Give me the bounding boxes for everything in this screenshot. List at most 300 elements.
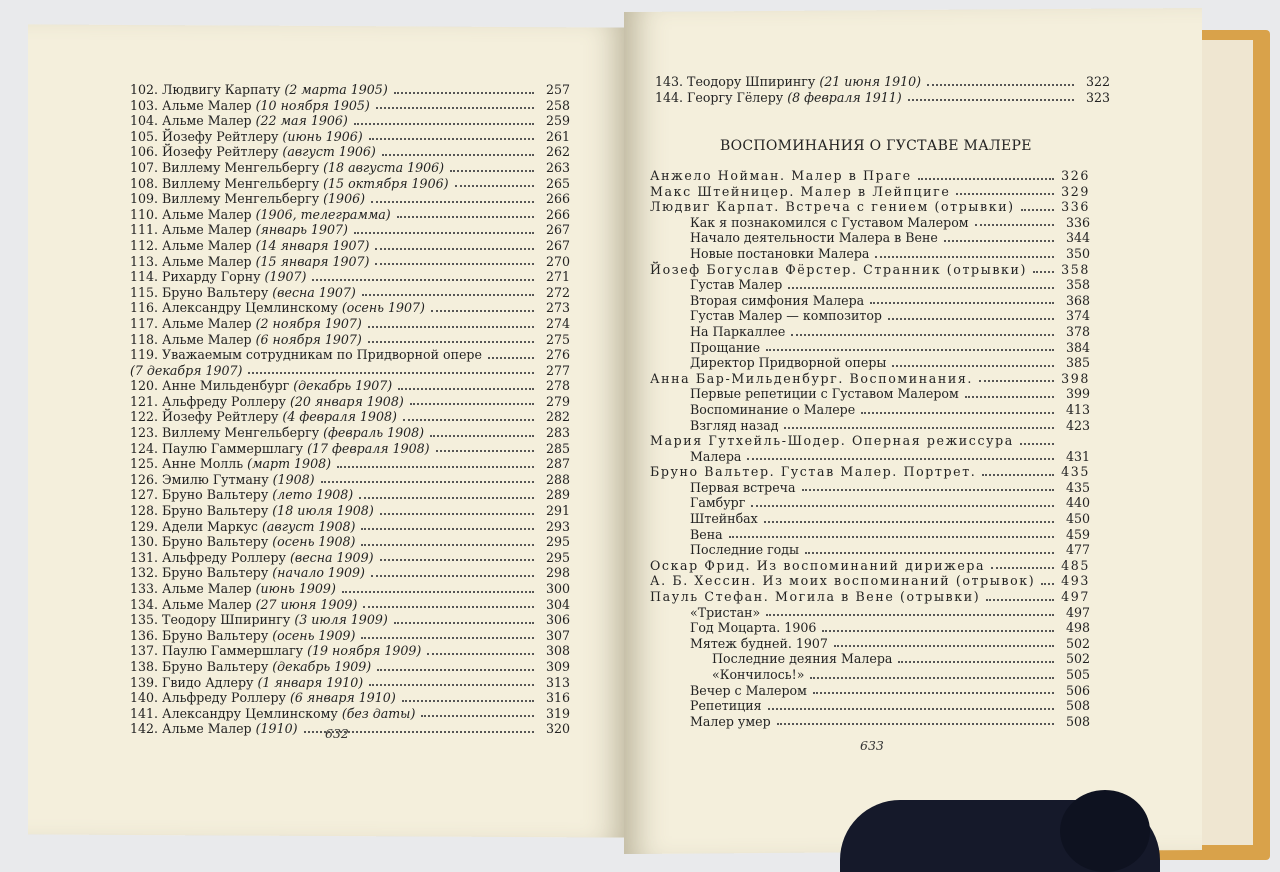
entry-page-number: 304	[545, 596, 570, 612]
dot-leader	[777, 723, 1054, 725]
dot-leader	[450, 170, 534, 172]
entry-page-number: 493	[1061, 573, 1090, 589]
entry-text: Густав Малер — композитор	[690, 308, 882, 324]
entry-text: Репетиция	[690, 698, 762, 714]
toc-entry	[130, 581, 570, 597]
entry-page-number: 257	[545, 82, 570, 97]
entry-page-number: 261	[545, 128, 570, 144]
entry-text: 138. Бруно Вальтеру	[130, 658, 273, 674]
toc-entry	[650, 293, 1090, 309]
entry-title	[130, 690, 396, 706]
entry-title	[690, 683, 807, 699]
dot-leader	[354, 123, 534, 125]
entry-date: (1907)	[264, 269, 307, 285]
entry-title	[130, 269, 306, 285]
entry-title	[130, 659, 371, 675]
dot-leader	[791, 334, 1054, 336]
entry-title	[690, 293, 864, 309]
entry-text: Мятеж будней. 1907	[690, 635, 828, 651]
entry-page-number: 336	[1061, 199, 1090, 215]
entry-title	[130, 628, 355, 644]
entry-page-number: 435	[1061, 464, 1090, 480]
toc-entry	[650, 589, 1090, 605]
entry-page-number: 258	[545, 97, 570, 113]
entry-date: (весна 1909)	[289, 549, 374, 565]
entry-page-number: 262	[545, 144, 570, 160]
dot-leader	[1020, 443, 1054, 445]
entry-date: (август 1906)	[282, 144, 376, 160]
entry-text: Анжело Нойман. Малер в Праге	[650, 168, 912, 183]
entry-title	[130, 176, 449, 192]
entry-text: 143. Теодору Шпирингу	[655, 74, 820, 89]
entry-text: 133. Альме Малер	[130, 581, 256, 596]
toc-entry	[130, 503, 570, 519]
entry-page-number: 506	[1065, 682, 1090, 698]
section-heading: ВОСПОМИНАНИЯ О ГУСТАВЕ МАЛЕРЕ	[720, 138, 1032, 154]
entry-date: (18 августа 1906)	[323, 159, 445, 175]
entry-text: 110. Альме Малер	[130, 206, 256, 222]
dot-leader	[918, 178, 1054, 180]
entry-page-number: 274	[545, 315, 570, 331]
toc-entry	[650, 215, 1090, 231]
entry-text: 129. Адели Маркус	[130, 518, 262, 534]
toc-entry	[130, 425, 570, 441]
toc-entry	[650, 355, 1090, 371]
entry-date: (15 января 1907)	[255, 253, 370, 269]
entry-date: (19 ноября 1909)	[307, 643, 422, 659]
entry-title	[690, 542, 799, 558]
entry-title	[130, 487, 353, 503]
entry-page-number: 266	[545, 206, 570, 222]
toc-entry	[130, 690, 570, 706]
entry-text: 109. Виллему Менгельбергу	[130, 191, 324, 207]
dot-leader	[892, 365, 1054, 367]
entry-page-number: 398	[1061, 370, 1090, 386]
entry-page-number: 287	[545, 456, 570, 472]
entry-date: (6 января 1910)	[289, 690, 396, 706]
entry-page-number: 270	[545, 253, 570, 269]
toc-entry	[650, 558, 1090, 574]
toc-entry	[130, 456, 570, 472]
toc-entry	[130, 706, 570, 722]
entry-title	[130, 472, 315, 488]
entry-title	[690, 511, 758, 527]
dot-leader	[375, 263, 534, 265]
entry-page-number: 300	[545, 581, 570, 596]
entry-page-number: 320	[545, 721, 570, 737]
entry-page-number: 505	[1065, 667, 1090, 682]
dot-leader	[766, 349, 1054, 351]
dot-leader	[361, 528, 534, 530]
toc-entry	[130, 113, 570, 129]
entry-title	[130, 332, 362, 348]
entry-page-number: 322	[1085, 74, 1110, 89]
toc-entry	[650, 324, 1090, 340]
entry-text: Последние деяния Малера	[712, 651, 893, 667]
entry-page-number: 276	[545, 347, 570, 363]
entry-title	[130, 160, 444, 176]
dot-leader	[369, 684, 534, 686]
toc-entry	[650, 199, 1090, 215]
toc-entry	[650, 246, 1090, 262]
entry-date: (18 июля 1908)	[272, 503, 374, 519]
toc-entry	[130, 378, 570, 394]
toc-entry	[130, 160, 570, 176]
entry-date: (осень 1909)	[272, 627, 356, 643]
dot-leader	[371, 575, 534, 577]
entry-title	[130, 285, 356, 301]
entry-text: Малера	[690, 448, 742, 464]
dot-leader	[975, 224, 1054, 226]
dot-leader	[397, 216, 534, 218]
toc-entry	[130, 207, 570, 223]
entry-title	[690, 698, 762, 714]
entry-date: (декабрь 1909)	[272, 658, 372, 674]
entry-title	[690, 386, 959, 402]
dot-leader	[1033, 271, 1054, 273]
entry-title	[130, 347, 482, 363]
entry-page-number: 440	[1065, 495, 1090, 511]
dot-leader	[747, 458, 1054, 460]
dot-leader	[376, 107, 534, 109]
entry-text: Малер умер	[690, 713, 771, 729]
entry-page-number: 508	[1065, 713, 1090, 729]
dot-leader	[369, 138, 534, 140]
entry-page-number: 266	[545, 191, 570, 207]
entry-title	[130, 129, 363, 145]
entry-page-number: 289	[545, 487, 570, 503]
entry-text: 126. Эмилю Гутману	[130, 471, 273, 487]
dot-leader	[421, 715, 534, 717]
entry-title	[130, 98, 370, 114]
toc-entry	[130, 394, 570, 410]
entry-text: Воспоминание о Малере	[690, 401, 856, 417]
entry-title	[130, 456, 331, 472]
entry-date: (осень 1908)	[272, 534, 356, 550]
entry-text: Макс Штейницер. Малер в Лейпциге	[650, 183, 951, 199]
entry-date: (июнь 1909)	[255, 581, 336, 596]
entry-title	[130, 300, 425, 316]
entry-text: Прощание	[690, 339, 761, 355]
entry-page-number: 273	[545, 300, 570, 316]
toc-entry	[130, 238, 570, 254]
entry-page-number: 295	[545, 534, 570, 550]
entry-page-number: 435	[1065, 479, 1090, 495]
entry-title	[690, 355, 886, 371]
entry-title	[690, 402, 855, 418]
entry-title	[690, 215, 969, 231]
dot-leader	[377, 669, 534, 671]
entry-page-number: 285	[545, 440, 570, 456]
entry-date: (2 ноября 1907)	[255, 315, 362, 331]
dot-leader	[810, 677, 1054, 679]
entry-text: «Кончилось!»	[712, 667, 805, 682]
entry-text: Анна Бар-Мильденбург. Воспоминания.	[650, 370, 974, 386]
entry-page-number: 267	[545, 237, 570, 253]
entry-page-number: 295	[545, 549, 570, 565]
right-top-entries	[655, 74, 1110, 105]
entry-page-number: 336	[1065, 214, 1090, 230]
toc-entry	[130, 659, 570, 675]
entry-date: (осень 1907)	[341, 300, 425, 316]
entry-page-number: 477	[1065, 542, 1090, 558]
entry-text: 115. Бруно Вальтеру	[130, 284, 273, 300]
entry-text: 125. Анне Молль	[130, 456, 248, 472]
toc-entry	[650, 308, 1090, 324]
entry-page-number: 344	[1065, 230, 1090, 246]
entry-title	[130, 238, 369, 254]
entry-title	[690, 636, 828, 652]
entry-title	[690, 340, 760, 356]
dot-leader	[362, 294, 534, 296]
entry-text: 144. Георгу Гёлеру	[655, 89, 788, 105]
entry-page-number: 502	[1065, 635, 1090, 651]
entry-text: 137. Паулю Гаммершлагу	[130, 643, 308, 659]
entry-text: 102. Людвигу Карпату	[130, 82, 285, 97]
toc-entry	[655, 74, 1110, 90]
dot-leader	[375, 248, 534, 250]
entry-page-number: 326	[1061, 168, 1090, 183]
toc-entry	[650, 495, 1090, 511]
toc-entry	[130, 487, 570, 503]
entry-title	[130, 222, 348, 238]
entry-title	[650, 184, 950, 200]
entry-text: Мария Гутхейль-Шодер. Оперная режиссура	[650, 433, 1014, 449]
entry-page-number: 282	[545, 409, 570, 425]
entry-title	[650, 199, 1015, 215]
entry-date: (1906, телеграмма)	[255, 206, 391, 222]
entry-title	[690, 495, 745, 511]
entry-title	[650, 573, 1035, 589]
entry-page-number: 423	[1065, 417, 1090, 433]
toc-entry	[650, 168, 1090, 184]
entry-text: 114. Рихарду Горну	[130, 269, 265, 285]
entry-title	[650, 371, 973, 387]
entry-text: Последние годы	[690, 542, 800, 558]
entry-text: На Паркаллее	[690, 323, 786, 339]
toc-entry	[130, 409, 570, 425]
toc-entry	[650, 418, 1090, 434]
entry-page-number: 497	[1065, 604, 1090, 620]
toc-entry	[650, 480, 1090, 496]
entry-text: Как я познакомился с Густавом Малером	[690, 214, 969, 230]
entry-page-number: 306	[545, 612, 570, 628]
entry-title	[130, 144, 376, 160]
dot-leader	[805, 552, 1054, 554]
entry-title	[690, 418, 778, 434]
entry-title	[690, 308, 882, 324]
toc-entry	[130, 675, 570, 691]
entry-text: 130. Бруно Вальтеру	[130, 534, 273, 550]
entry-page-number: 378	[1065, 323, 1090, 339]
toc-entry	[650, 714, 1090, 730]
entry-title	[130, 565, 365, 581]
toc-entry	[650, 340, 1090, 356]
right-table-of-contents	[650, 168, 1090, 729]
toc-entry	[650, 262, 1090, 278]
entry-text: Вена	[690, 526, 723, 542]
dot-leader	[427, 653, 534, 655]
entry-page-number: 313	[545, 674, 570, 690]
dot-leader	[394, 622, 534, 624]
dot-leader	[888, 318, 1054, 320]
entry-text: А. Б. Хессин. Из моих воспоминаний (отрывок)	[650, 573, 1036, 589]
entry-title	[650, 168, 912, 184]
toc-entry	[130, 441, 570, 457]
entry-text: Вечер с Малером	[690, 682, 807, 698]
entry-date: (6 ноября 1907)	[255, 331, 362, 347]
dot-leader	[363, 606, 534, 608]
entry-page-number: 293	[545, 518, 570, 534]
entry-date: (4 февраля 1908)	[282, 409, 397, 425]
entry-page-number: 283	[545, 425, 570, 441]
entry-title	[130, 441, 430, 457]
entry-text: «Тристан»	[690, 604, 761, 620]
entry-date: (8 февраля 1911)	[787, 89, 902, 105]
dot-leader	[1021, 209, 1054, 211]
entry-date: (декабрь 1907)	[293, 378, 393, 394]
toc-entry	[130, 347, 570, 363]
entry-text: Оскар Фрид. Из воспоминаний дирижера	[650, 557, 986, 573]
entry-title	[650, 589, 980, 605]
dot-leader	[788, 287, 1054, 289]
entry-text: Пауль Стефан. Могила в Вене (отрывки)	[650, 589, 981, 605]
toc-entry	[130, 254, 570, 270]
entry-title	[130, 409, 397, 425]
entry-text: 119. Уважаемым сотрудникам по Придворной опере	[130, 347, 482, 363]
entry-text: Взгляд назад	[690, 417, 779, 433]
entry-page-number: 319	[545, 705, 570, 721]
left-table-of-contents	[130, 82, 570, 737]
entry-text: 135. Теодору Шпирингу	[130, 612, 295, 628]
entry-page-number: 374	[1065, 308, 1090, 324]
toc-entry	[130, 222, 570, 238]
dot-leader	[834, 645, 1054, 647]
toc-entry	[130, 285, 570, 301]
entry-title	[690, 480, 796, 496]
toc-entry	[130, 98, 570, 114]
toc-entry	[130, 82, 570, 98]
dot-leader	[380, 559, 535, 561]
toc-entry	[130, 191, 570, 207]
entry-title	[690, 230, 938, 246]
entry-title	[130, 378, 392, 394]
dot-leader	[908, 99, 1074, 101]
dot-leader	[870, 302, 1054, 304]
entry-text: Год Моцарта. 1906	[690, 620, 817, 636]
entry-page-number: 384	[1065, 339, 1090, 355]
entry-page-number: 385	[1065, 355, 1090, 371]
entry-page-number: 291	[545, 503, 570, 519]
entry-title	[130, 597, 357, 613]
dot-leader	[1041, 583, 1054, 585]
dot-leader	[861, 412, 1054, 414]
dot-leader	[784, 427, 1054, 429]
page-stack-edge	[1198, 40, 1253, 845]
toc-entry	[650, 433, 1090, 449]
entry-page-number: 271	[545, 269, 570, 285]
entry-text: 141. Александру Цемлинскому	[130, 705, 342, 721]
entry-date: (начало 1909)	[272, 565, 365, 581]
toc-entry	[650, 402, 1090, 418]
entry-date: (20 января 1908)	[289, 393, 404, 409]
entry-text: 127. Бруно Вальтеру	[130, 487, 273, 503]
entry-page-number: 298	[545, 565, 570, 581]
entry-title	[130, 425, 424, 441]
entry-page-number: 272	[545, 284, 570, 300]
entry-page-number: 259	[545, 113, 570, 129]
entry-date: (21 июня 1910)	[819, 74, 922, 89]
entry-page-number: 263	[545, 159, 570, 175]
dot-leader	[359, 497, 534, 499]
entry-page-number: 508	[1065, 698, 1090, 714]
entry-title	[130, 82, 388, 98]
entry-title	[655, 90, 902, 106]
toc-entry	[650, 667, 1090, 683]
entry-date: (март 1908)	[247, 456, 332, 472]
dot-leader	[965, 396, 1054, 398]
toc-entry	[650, 386, 1090, 402]
entry-title	[130, 581, 336, 597]
dot-leader	[979, 380, 1054, 382]
toc-entry	[650, 651, 1090, 667]
entry-text: Йозеф Богуслав Фёрстер. Странник (отрывки)	[650, 261, 1028, 277]
entry-title	[130, 675, 363, 691]
entry-title	[130, 706, 415, 722]
entry-text: 128. Бруно Вальтеру	[130, 503, 273, 519]
dot-leader	[312, 279, 534, 281]
toc-entry	[650, 605, 1090, 621]
entry-page-number: 288	[545, 471, 570, 487]
toc-entry	[130, 144, 570, 160]
entry-date: (1906)	[323, 191, 366, 207]
entry-page-number: 316	[545, 690, 570, 706]
entry-title	[690, 324, 785, 340]
toc-entry	[130, 550, 570, 566]
entry-page-number: 309	[545, 658, 570, 674]
entry-page-number: 485	[1061, 557, 1090, 573]
dot-leader	[944, 240, 1054, 242]
entry-date: (1908)	[272, 471, 315, 487]
dot-leader	[361, 637, 534, 639]
dot-leader	[368, 341, 534, 343]
entry-title	[690, 714, 771, 730]
entry-text: Новые постановки Малера	[690, 245, 870, 261]
entry-title	[712, 667, 804, 683]
entry-text: Гамбург	[690, 495, 746, 511]
entry-page-number: 358	[1061, 261, 1090, 277]
entry-text: Директор Придворной оперы	[690, 355, 887, 371]
entry-title	[690, 246, 869, 262]
entry-title	[655, 74, 921, 90]
entry-text: 134. Альме Малер	[130, 596, 256, 612]
entry-page-number: 267	[545, 222, 570, 238]
dot-leader	[337, 466, 534, 468]
entry-title	[690, 620, 816, 636]
entry-text: 111. Альме Малер	[130, 222, 256, 238]
toc-entry	[655, 90, 1110, 106]
entry-text: 108. Виллему Менгельбергу	[130, 175, 324, 191]
entry-page-number: 498	[1065, 620, 1090, 636]
entry-title	[130, 534, 355, 550]
dot-leader	[927, 84, 1074, 86]
dot-leader	[371, 201, 534, 203]
entry-text: 136. Бруно Вальтеру	[130, 627, 273, 643]
toc-entry	[650, 620, 1090, 636]
toc-entry	[130, 316, 570, 332]
entry-date: (17 февраля 1908)	[307, 440, 430, 456]
toc-entry	[130, 269, 570, 285]
